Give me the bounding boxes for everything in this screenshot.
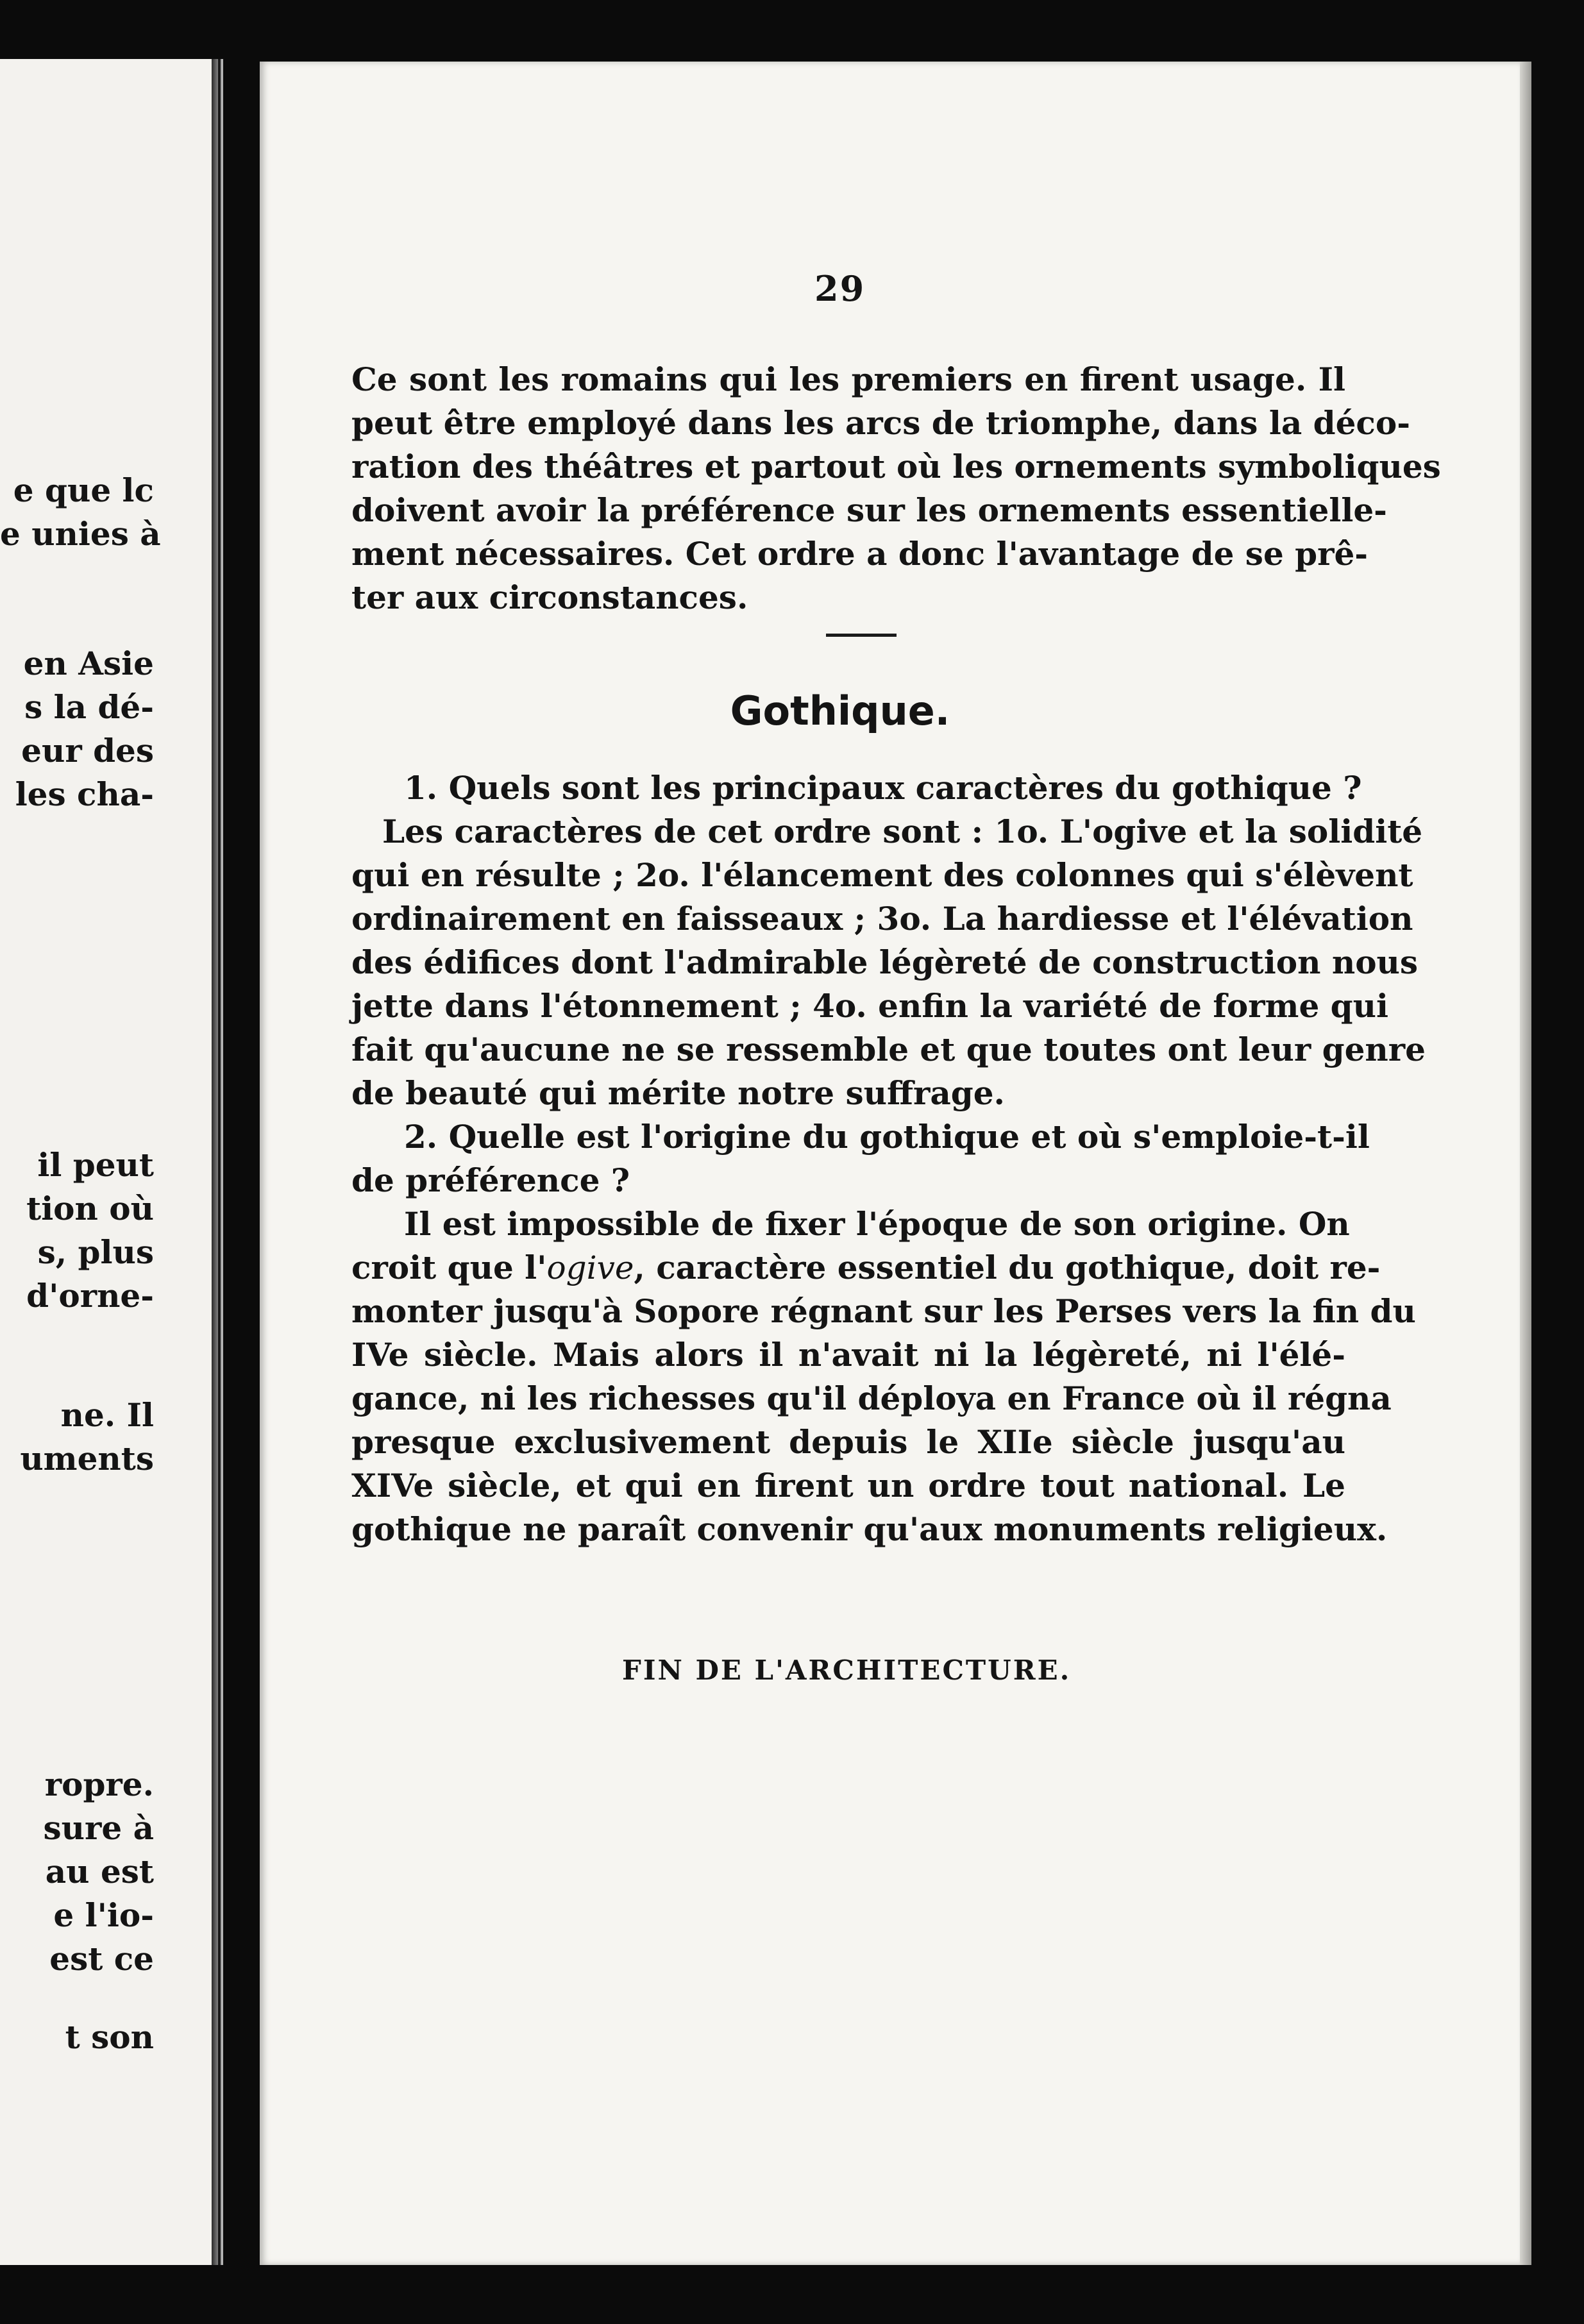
left-page <box>0 59 218 2265</box>
question-2: 2. Quelle est l'origine du gothique et où s'emploie-t-il <box>404 1118 1370 1156</box>
text-line: Les caractères de cet ordre sont : 1o. L'ogive et la solidité <box>382 813 1423 850</box>
left-page-line: e l'io- <box>53 1896 154 1934</box>
text-run: croit que l' <box>351 1249 547 1286</box>
text-line: de beauté qui mérite notre suffrage. <box>351 1074 1005 1112</box>
left-page-line: ropre. <box>44 1765 154 1803</box>
left-page-line: les cha- <box>15 775 154 813</box>
left-page-line: est ce <box>49 1940 154 1978</box>
text-line: ration des théâtres et partout où les ornements symboliques <box>351 448 1441 485</box>
left-page-line: e que lc <box>13 471 154 509</box>
text-line: gothique ne paraît convenir qu'aux monuments religieux. <box>351 1510 1388 1548</box>
text-line: ment nécessaires. Cet ordre a donc l'avantage de se prê- <box>351 535 1369 573</box>
left-page-line: sure à <box>43 1809 154 1847</box>
section-title: Gothique. <box>730 687 950 734</box>
left-page-line: en Asie <box>23 644 154 682</box>
left-page-line: il peut <box>37 1146 154 1184</box>
page-number: 29 <box>814 268 866 309</box>
left-page-line: e unies à <box>0 515 161 553</box>
left-page-line: au est <box>45 1853 154 1890</box>
text-line: doivent avoir la préférence sur les ornements essentielle- <box>351 491 1387 529</box>
text-line: Il est impossible de fixer l'époque de son origine. On <box>404 1205 1350 1243</box>
left-page-line: t son <box>65 2018 154 2056</box>
text-line: IVe siècle. Mais alors il n'avait ni la légèreté, ni l'élé- <box>351 1336 1345 1374</box>
left-page-line: d'orne- <box>26 1277 154 1315</box>
intro-paragraph <box>351 358 1441 619</box>
question-1: 1. Quels sont les principaux caractères du gothique ? <box>404 769 1362 807</box>
end-note: FIN DE L'ARCHITECTURE. <box>622 1655 1072 1686</box>
left-page-line: tion où <box>26 1190 154 1227</box>
text-line: ordinairement en faisseaux ; 3o. La hardiesse et l'élévation <box>351 900 1413 938</box>
text-line: peut être employé dans les arcs de triomphe, dans la déco- <box>351 404 1410 442</box>
text-line: gance, ni les richesses qu'il déploya en France où il régna <box>351 1379 1392 1417</box>
section-separator <box>826 634 897 637</box>
ogive-italic: ogive <box>546 1249 634 1286</box>
page-edge <box>1520 62 1531 2265</box>
left-page-line: eur des <box>21 732 154 770</box>
text-line: presque exclusivement depuis le XIIe siècle jusqu'au <box>351 1423 1345 1461</box>
gothique-body <box>351 766 1426 1551</box>
text-line: jette dans l'étonnement ; 4o. enfin la variété de forme qui <box>351 987 1388 1025</box>
text-run: , caractère essentiel du gothique, doit re- <box>634 1249 1381 1286</box>
gutter-shadow <box>218 59 221 2265</box>
left-page-line: uments <box>20 1440 154 1478</box>
text-line: Ce sont les romains qui les premiers en firent usage. Il <box>351 360 1345 398</box>
book-gutter <box>212 59 223 2265</box>
left-page-line: s la dé- <box>24 688 154 726</box>
text-line: fait qu'aucune ne se ressemble et que toutes ont leur genre <box>351 1031 1426 1068</box>
text-line: de préférence ? <box>351 1161 630 1199</box>
text-line: des édifices dont l'admirable légèreté de construction nous <box>351 943 1419 981</box>
left-page-line: s, plus <box>37 1233 154 1271</box>
text-line: qui en résulte ; 2o. l'élancement des colonnes qui s'élèvent <box>351 856 1413 894</box>
text-line: monter jusqu'à Sopore régnant sur les Perses vers la fin du <box>351 1292 1416 1330</box>
left-page-line: ne. Il <box>60 1396 154 1434</box>
text-line: ter aux circonstances. <box>351 578 748 616</box>
text-line <box>351 1246 1381 1290</box>
text-line: XIVe siècle, et qui en firent un ordre tout national. Le <box>351 1467 1345 1504</box>
